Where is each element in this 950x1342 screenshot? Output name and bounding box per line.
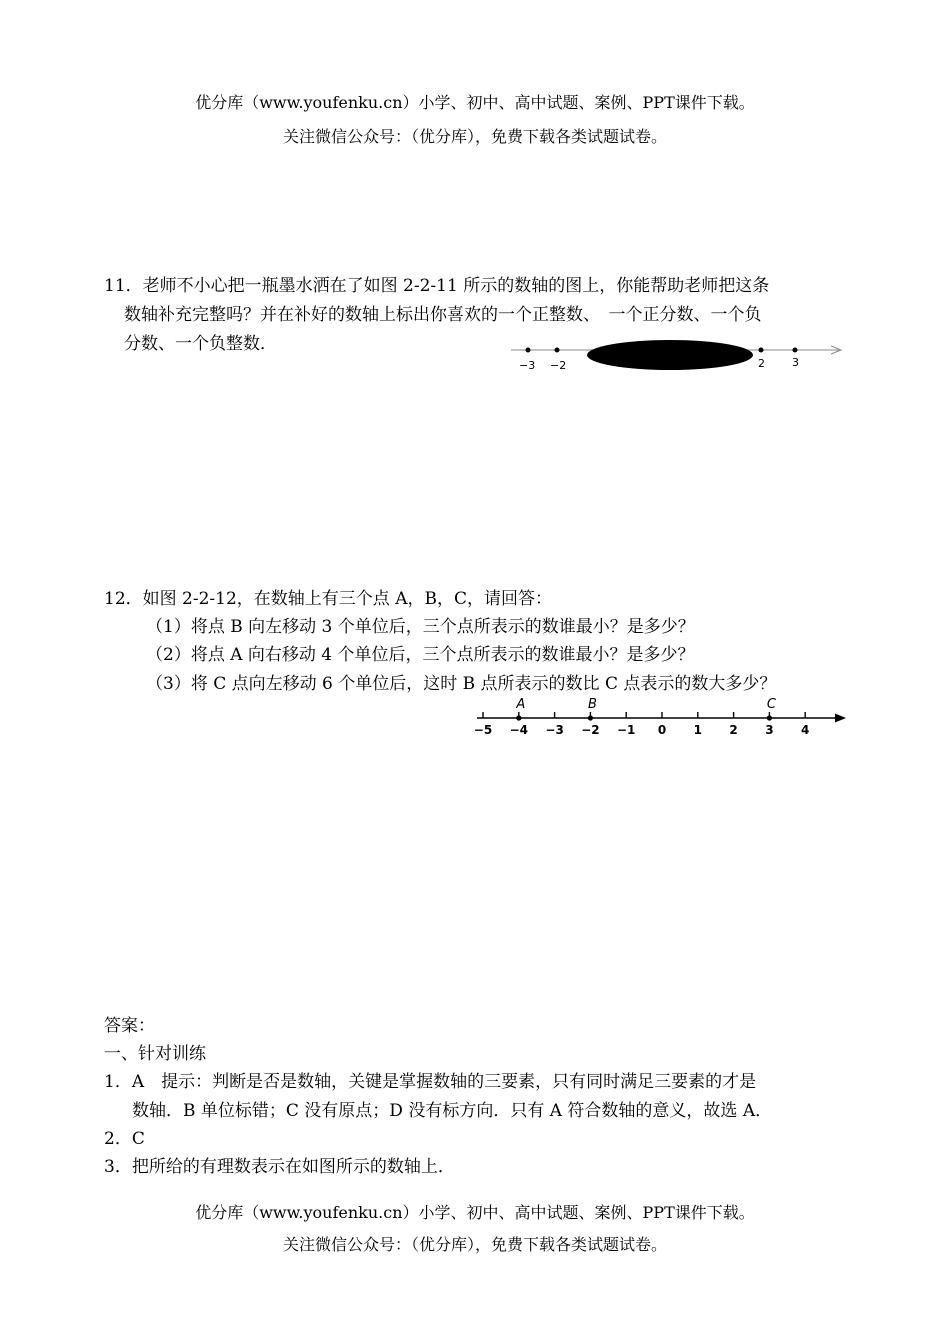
q11-line-3: 分数、一个负整数．: [124, 334, 277, 354]
q12-tick-label: 1: [693, 723, 702, 737]
q12-point-label-c: C: [766, 697, 776, 712]
q12-tick-label: 2: [729, 723, 738, 737]
answer-2: 2．C: [104, 1129, 145, 1149]
header-line-1: 优分库（www.youfenku.cn）小学、初中、高中试题、案例、PPT课件下载。: [195, 93, 755, 112]
q12-axis-arrow: [835, 714, 846, 723]
q11-point-2: [759, 348, 764, 353]
q12-tick-label: −2: [581, 723, 600, 737]
answer-1-line-2: 数轴．B 单位标错；C 没有原点；D 没有标方向．只有 A 符合数轴的意义，故选 A．: [132, 1101, 773, 1121]
q12-number-line: [465, 692, 850, 744]
footer-line-2: 关注微信公众号：（优分库），免费下载各类试题试卷。: [282, 1235, 667, 1254]
footer-line-1: 优分库（www.youfenku.cn）小学、初中、高中试题、案例、PPT课件下载。: [195, 1203, 755, 1222]
q11-line-2: 数轴补充完整吗？并在补好的数轴上标出你喜欢的一个正整数、 一个正分数、一个负: [124, 305, 762, 325]
q11-point-neg2: [555, 348, 560, 353]
q11-label-neg3: −3: [519, 359, 536, 372]
q11-point-neg3: [526, 348, 531, 353]
q12-point-b: [588, 715, 593, 720]
q12-sub-1: （1）将点 B 向左移动 3 个单位后，三个点所表示的数谁最小？是多少？: [146, 617, 695, 637]
q11-label-neg2: −2: [550, 359, 567, 372]
q11-line-1: 11．老师不小心把一瓶墨水洒在了如图 2-2-11 所示的数轴的图上，你能帮助老师把这条: [104, 276, 770, 296]
q12-tick-label: 3: [765, 723, 774, 737]
q12-tick-label: −3: [545, 723, 564, 737]
q12-point-label-b: B: [587, 697, 597, 712]
q11-label-2: 2: [758, 357, 765, 370]
q11-point-3: [793, 348, 798, 353]
header-line-2: 关注微信公众号：（优分库），免费下载各类试题试卷。: [282, 127, 667, 146]
ink-blot: [587, 340, 753, 370]
q11-ink-number-line: [505, 336, 850, 378]
q12-tick-label: 4: [801, 723, 810, 737]
q12-sub-2: （2）将点 A 向右移动 4 个单位后，三个点所表示的数谁最小？是多少？: [146, 645, 695, 665]
q12-point-c: [767, 715, 772, 720]
q11-label-3: 3: [792, 356, 799, 369]
q12-tick-label: −1: [616, 723, 636, 737]
answer-3: 3．把所给的有理数表示在如图所示的数轴上．: [104, 1157, 455, 1177]
q12-intro: 12．如图 2-2-12，在数轴上有三个点 A，B，C，请回答：: [104, 589, 552, 609]
q12-point-a: [516, 715, 521, 720]
answers-title: 答案：: [104, 1016, 155, 1036]
answer-1-line-1: 1．A 提示：判断是否是数轴，关键是掌握数轴的三要素，只有同时满足三要素的才是: [104, 1072, 757, 1092]
q12-tick-label: −5: [473, 723, 493, 737]
q12-tick-label: 0: [657, 723, 667, 737]
q12-sub-3: （3）将 C 点向左移动 6 个单位后，这时 B 点所表示的数比 C 点表示的数大多少？: [146, 674, 777, 694]
answers-section: 一、针对训练: [104, 1044, 206, 1064]
q12-point-label-a: A: [516, 697, 526, 712]
q12-tick-label: −4: [509, 723, 529, 737]
